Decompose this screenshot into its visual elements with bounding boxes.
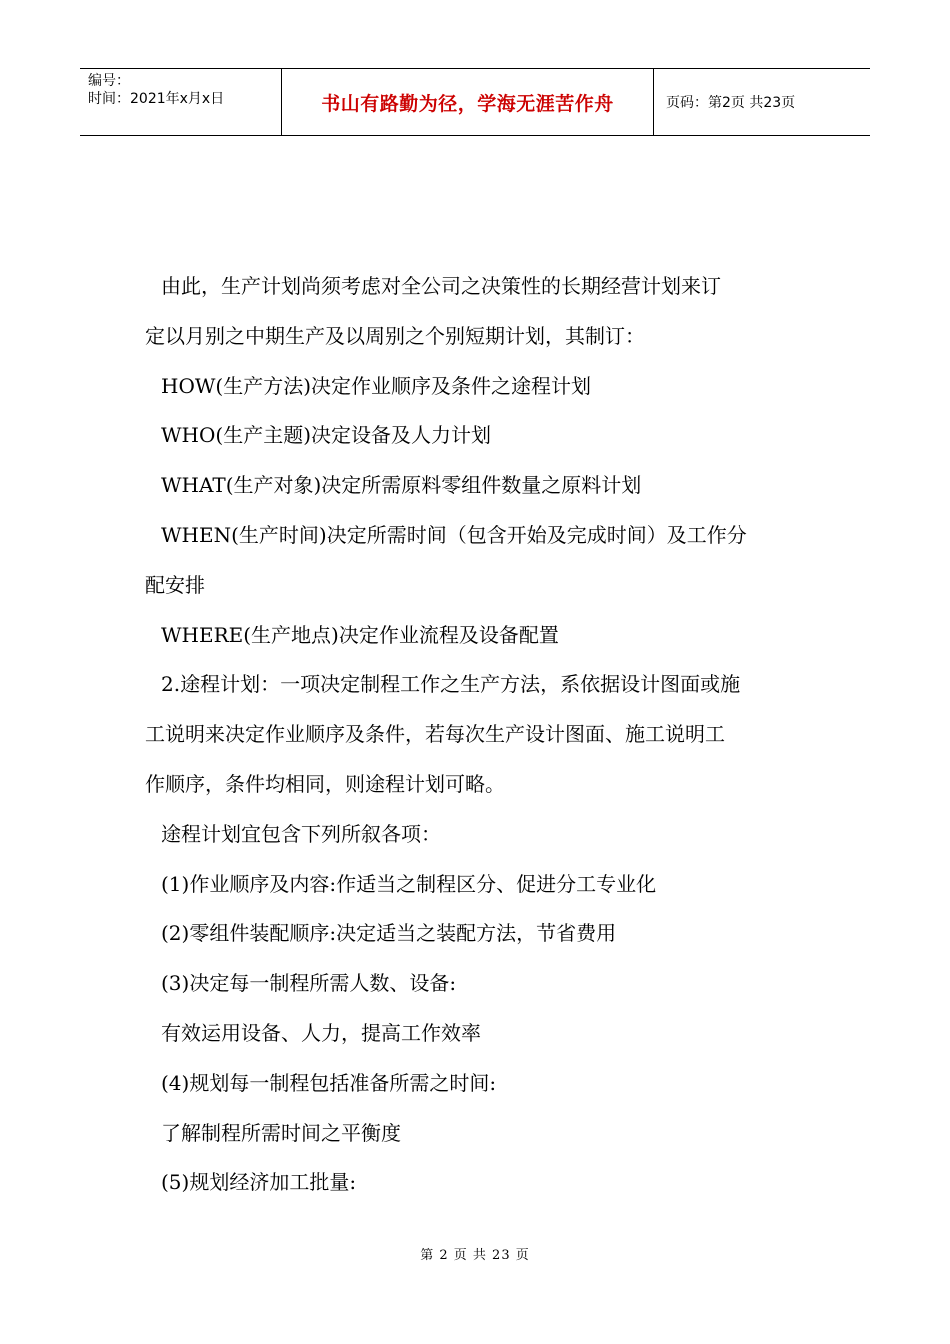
- header-motto: 书山有路勤为径，学海无涯苦作舟: [321, 92, 614, 115]
- header-meta-cell: [80, 69, 282, 135]
- body-line: 工说明来决定作业顺序及条件，若每次生产设计图面、施工说明工: [145, 722, 725, 747]
- body-line: 作顺序，条件均相同，则途程计划可略。: [145, 771, 505, 796]
- body-line: WHEN(生产时间)决定所需时间（包含开始及完成时间）及工作分: [161, 522, 747, 547]
- page-footer: [0, 1244, 950, 1263]
- body-line: (1)作业顺序及内容:作适当之制程区分、促进分工专业化: [161, 871, 657, 896]
- document-body: [145, 262, 825, 1208]
- body-line: HOW(生产方法)决定作业顺序及条件之途程计划: [161, 373, 591, 398]
- body-line: (3)决定每一制程所需人数、设备:: [161, 971, 457, 996]
- body-line: WHO(生产主题)决定设备及人力计划: [161, 423, 491, 448]
- body-line: (5)规划经济加工批量:: [161, 1170, 357, 1195]
- document-time-label: 时间：2021年x月x日: [88, 91, 225, 107]
- body-line: 定以月别之中期生产及以周别之个别短期计划，其制订：: [145, 323, 645, 348]
- body-line: 由此，生产计划尚须考虑对全公司之决策性的长期经营计划来订: [161, 274, 721, 298]
- header-motto-cell: [282, 69, 654, 135]
- document-number-label: 编号：: [88, 73, 130, 89]
- body-line: (4)规划每一制程包括准备所需之时间:: [161, 1070, 497, 1095]
- body-line: 2.途程计划：一项决定制程工作之生产方法，系依据设计图面或施: [161, 672, 741, 697]
- page-header: [80, 68, 870, 136]
- body-line: 途程计划宜包含下列所叙各项：: [161, 821, 441, 846]
- body-line: 有效运用设备、人力，提高工作效率: [161, 1020, 481, 1045]
- body-line: WHERE(生产地点)决定作业流程及设备配置: [161, 622, 559, 647]
- footer-page-number: 第 2 页 共 23 页: [420, 1248, 530, 1263]
- body-line: 配安排: [145, 572, 205, 597]
- header-page-number: 页码：第2页 共23页: [666, 95, 796, 111]
- body-line: 了解制程所需时间之平衡度: [161, 1120, 401, 1145]
- body-line: WHAT(生产对象)决定所需原料零组件数量之原料计划: [161, 473, 642, 498]
- body-line: (2)零组件装配顺序:决定适当之装配方法，节省费用: [161, 921, 617, 946]
- header-page-cell: [654, 69, 870, 135]
